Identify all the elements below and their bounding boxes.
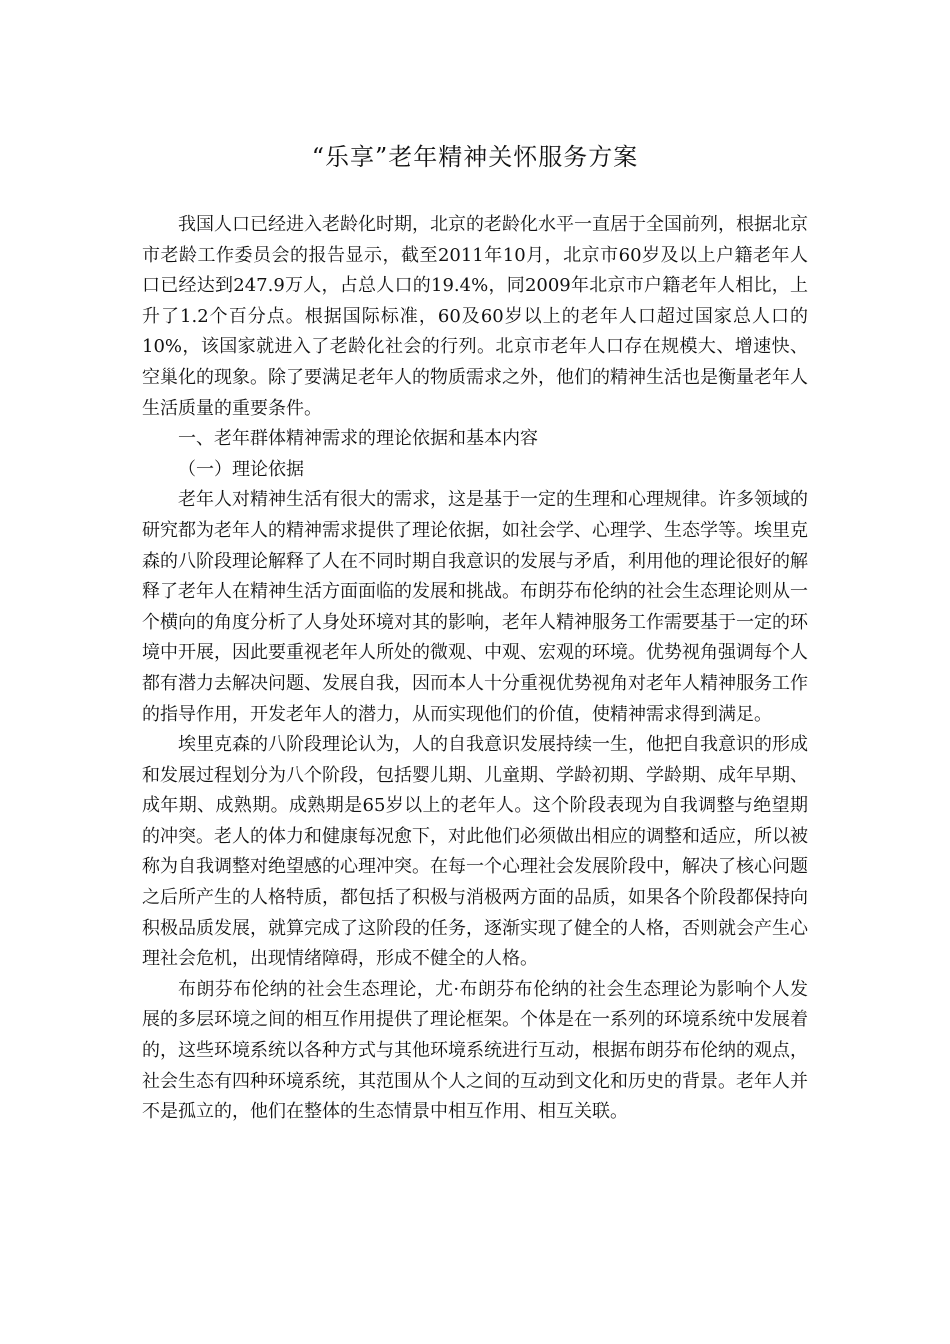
paragraph-intro: 我国人口已经进入老龄化时期，北京的老龄化水平一直居于全国前列，根据北京市老龄工作委员会的报告显示，截至2011年10月，北京市60岁及以上户籍老年人口已经达到247.9万人，占总人口的19.4%，同2009年北京市户籍老年人相比，上升了1.2个百分点。根据国际标准，60及60岁以上的老年人口超过国家总人口的10%，该国家就进入了老龄化社会的行列。北京市老年人口存在规模大、增速快、空巢化的现象。除了要满足老年人的物质需求之外，他们的精神生活也是衡量老年人生活质量的重要条件。 [142,214,808,419]
document-body [142,140,808,1128]
subsection-heading-1: （一）理论依据 [178,458,304,480]
paragraph-ecology-theory: 布朗芬布伦纳的社会生态理论，尤·布朗芬布伦纳的社会生态理论为影响个人发展的多层环境之间的相互作用提供了理论框架。个体是在一系列的环境系统中发展着的，这些环境系统以各种方式与其他环境系统进行互动，根据布朗芬布伦纳的观点，社会生态有四种环境系统，其范围从个人之间的互动到文化和历史的背景。老年人并不是孤立的，他们在整体的生态情景中相互作用、相互关联。 [142,978,808,1123]
paragraph-erikson-theory: 埃里克森的八阶段理论认为，人的自我意识发展持续一生，他把自我意识的形成和发展过程划分为八个阶段，包括婴儿期、儿童期、学龄初期、学龄期、成年早期、成年期、成熟期。成熟期是65岁以上的老年人。这个阶段表现为自我调整与绝望期的冲突。老人的体力和健康每况愈下，对此他们必须做出相应的调整和适应，所以被称为自我调整对绝望感的心理冲突。在每一个心理社会发展阶段中，解决了核心问题之后所产生的人格特质，都包括了积极与消极两方面的品质，如果各个阶段都保持向积极品质发展，就算完成了这阶段的任务，逐渐实现了健全的人格，否则就会产生心理社会危机，出现情绪障碍，形成不健全的人格。 [142,734,808,970]
document-title: “乐享”老年精神关怀服务方案 [311,143,639,171]
section-heading-1: 一、老年群体精神需求的理论依据和基本内容 [178,428,538,450]
paragraph-theory-basis: 老年人对精神生活有很大的需求，这是基于一定的生理和心理规律。许多领域的研究都为老年人的精神需求提供了理论依据，如社会学、心理学、生态学等。埃里克森的八阶段理论解释了人在不同时期自我意识的发展与矛盾，利用他的理论很好的解释了老年人在精神生活方面面临的发展和挑战。布朗芬布伦纳的社会生态理论则从一个横向的角度分析了人身处环境对其的影响，老年人精神服务工作需要基于一定的环境中开展，因此要重视老年人所处的微观、中观、宏观的环境。优势视角强调每个人都有潜力去解决问题、发展自我，因而本人十分重视优势视角对老年人精神服务工作的指导作用，开发老年人的潜力，从而实现他们的价值，使精神需求得到满足。 [142,489,808,725]
